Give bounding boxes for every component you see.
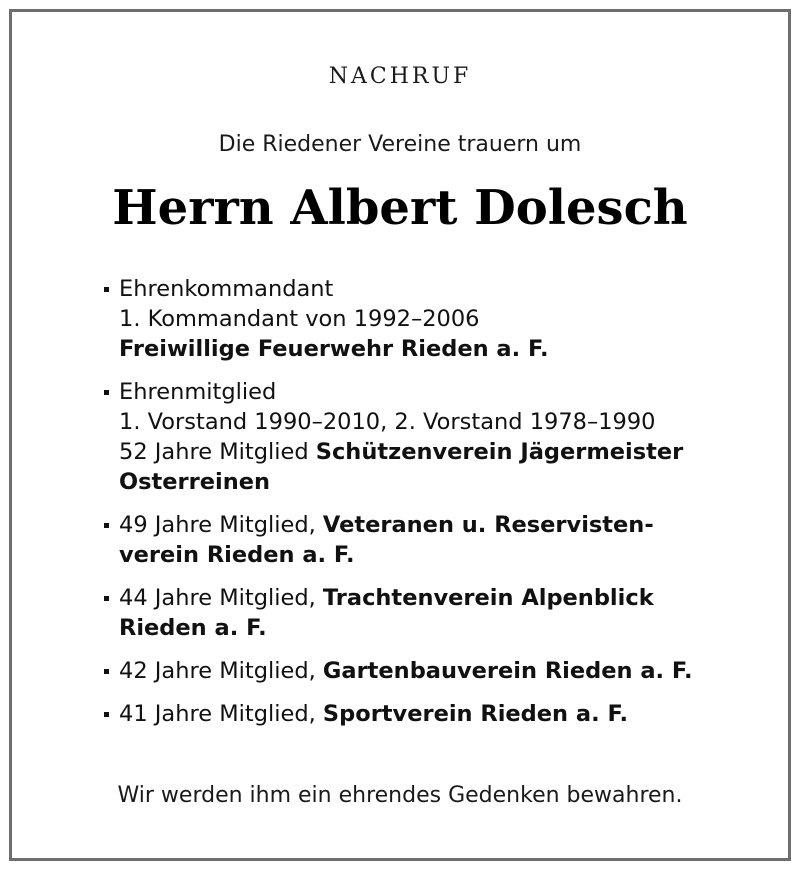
item-association: Trachtenverein Alpenblick bbox=[322, 585, 654, 611]
bullet-icon bbox=[104, 523, 109, 528]
bullet-icon bbox=[104, 596, 109, 601]
list-item bbox=[102, 377, 752, 497]
membership-years: 49 Jahre Mitglied, bbox=[119, 512, 323, 538]
item-title: Ehrenmitglied bbox=[119, 379, 277, 405]
item-association: Sportverein Rieden a. F. bbox=[322, 701, 629, 727]
membership-years: 52 Jahre Mitglied bbox=[119, 439, 316, 465]
closing-text: Wir werden ihm ein ehrendes Gedenken bewahren. bbox=[117, 783, 683, 808]
deceased-name: Herrn Albert Dolesch bbox=[112, 180, 688, 236]
item-association: Veteranen u. Reservisten- bbox=[322, 512, 654, 538]
item-membership bbox=[119, 437, 752, 467]
honors-list bbox=[102, 274, 752, 742]
item-membership bbox=[119, 656, 752, 686]
item-membership bbox=[119, 699, 752, 729]
membership-years: 44 Jahre Mitglied, bbox=[119, 585, 323, 611]
item-title: Ehrenkommandant bbox=[119, 276, 334, 302]
bullet-icon bbox=[104, 287, 109, 292]
bullet-icon bbox=[104, 712, 109, 717]
intro-text: Die Riedener Vereine trauern um bbox=[218, 132, 582, 157]
list-item bbox=[102, 510, 752, 570]
list-item bbox=[102, 583, 752, 643]
list-item bbox=[102, 274, 752, 364]
item-membership bbox=[119, 510, 752, 540]
item-association: Gartenbauverein Rieden a. F. bbox=[322, 658, 693, 684]
item-association: Schützenverein Jägermeister bbox=[315, 439, 684, 465]
item-association-cont: Rieden a. F. bbox=[119, 615, 267, 641]
membership-years: 42 Jahre Mitglied, bbox=[119, 658, 323, 684]
list-item bbox=[102, 656, 752, 686]
item-membership bbox=[119, 583, 752, 613]
membership-years: 41 Jahre Mitglied, bbox=[119, 701, 323, 727]
item-association-cont: verein Rieden a. F. bbox=[119, 542, 355, 568]
item-association-cont: Osterreinen bbox=[119, 469, 270, 495]
list-item bbox=[102, 699, 752, 729]
item-detail: 1. Kommandant von 1992–2006 bbox=[119, 306, 480, 332]
notice-heading: NACHRUF bbox=[328, 64, 472, 89]
item-detail: 1. Vorstand 1990–2010, 2. Vorstand 1978–1990 bbox=[119, 409, 656, 435]
bullet-icon bbox=[104, 669, 109, 674]
bullet-icon bbox=[104, 390, 109, 395]
item-association: Freiwillige Feuerwehr Rieden a. F. bbox=[119, 336, 549, 362]
